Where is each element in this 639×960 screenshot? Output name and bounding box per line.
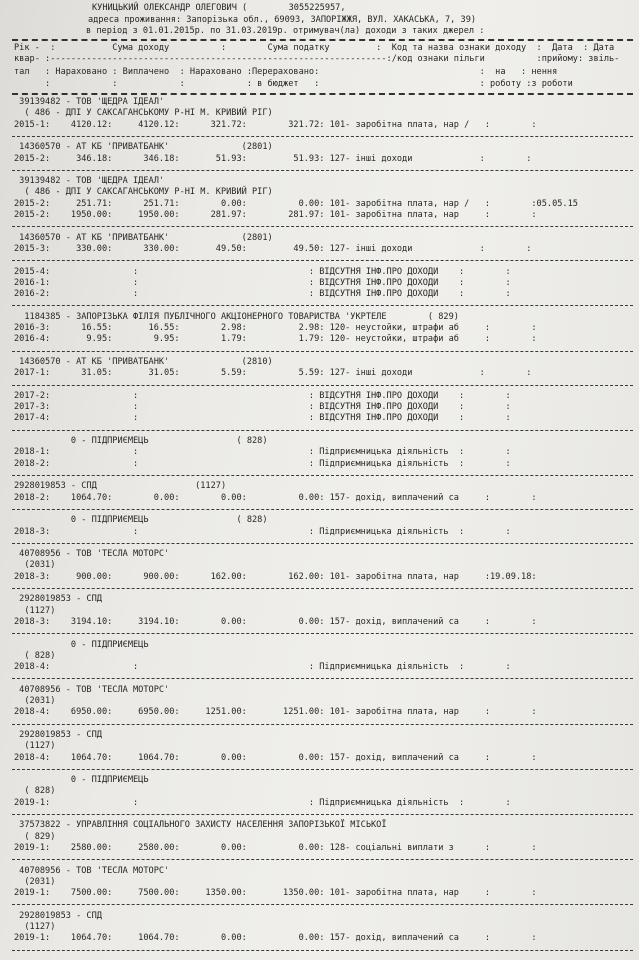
source-line: 2928019853 - СПД	[14, 730, 102, 740]
income-period-row: 2019-1: : : Підприємницька діяльність : :	[14, 798, 511, 808]
row-separator	[12, 588, 633, 589]
row-separator	[12, 859, 633, 860]
income-period-row: 2016-1: : : ВІДСУТНЯ ІНФ.ПРО ДОХОДИ : :	[14, 278, 511, 288]
columns-separator	[12, 93, 633, 95]
row-separator	[12, 305, 633, 306]
income-period-row: 2017-2: : : ВІДСУТНЯ ІНФ.ПРО ДОХОДИ : :	[14, 391, 511, 401]
income-period-row: 2019-1: 2580.00: 2580.00: 0.00: 0.00: 128- соціальні виплати з : :	[14, 843, 537, 853]
taxpayer-line: КУНИЦЬКИЙ ОЛЕКСАНДР ОЛЕГОВИЧ ( 3055225957,	[92, 3, 346, 13]
source-line: ( 828)	[14, 786, 56, 796]
income-period-row: 2019-1: 1064.70: 1064.70: 0.00: 0.00: 157- дохід, виплачений са : :	[14, 933, 537, 943]
period-line: в період з 01.01.2015р. по 31.03.2019р. отримувач(ла) доходи з таких джерел :	[86, 26, 485, 36]
row-separator	[12, 475, 633, 476]
source-line: ( 829)	[14, 832, 56, 842]
income-period-row: 2018-1: : : Підприємницька діяльність : :	[14, 447, 511, 457]
source-line: 39139482 - ТОВ 'ЩЕДРА ІДЕАЛ'	[14, 97, 165, 107]
source-line: 14360570 - АТ КБ 'ПРИВАТБАНК' (2801)	[14, 233, 273, 243]
source-line: (2031)	[14, 560, 56, 570]
source-line: (1127)	[14, 606, 56, 616]
income-period-row: 2018-3: 3194.10: 3194.10: 0.00: 0.00: 157- дохід, виплачений са : :	[14, 617, 537, 627]
source-line: 0 - ПІДПРИЄМЕЦЬ ( 828)	[14, 436, 268, 446]
income-period-row: 2019-1: 7500.00: 7500.00: 1350.00: 1350.00: 101- заробітна плата, нар : :	[14, 888, 537, 898]
income-period-row: 2017-3: : : ВІДСУТНЯ ІНФ.ПРО ДОХОДИ : :	[14, 402, 511, 412]
source-line: 0 - ПІДПРИЄМЕЦЬ	[14, 775, 149, 785]
row-separator	[12, 950, 633, 951]
source-line: (2031)	[14, 696, 56, 706]
income-period-row: 2016-3: 16.55: 16.55: 2.98: 2.98: 120- неустойки, штрафи аб : :	[14, 323, 537, 333]
source-line: ( 828)	[14, 651, 56, 661]
income-period-row: 2015-3: 330.00: 330.00: 49.50: 49.50: 127- інші доходи : :	[14, 244, 532, 254]
row-separator	[12, 260, 633, 261]
source-line: 40708956 - ТОВ 'ТЕСЛА МОТОРС'	[14, 866, 170, 876]
income-period-row: 2015-2: 1950.00: 1950.00: 281.97: 281.97: 101- заробітна плата, нар : :	[14, 210, 537, 220]
header-separator	[12, 39, 633, 41]
income-period-row: 2018-4: : : Підприємницька діяльність : :	[14, 662, 511, 672]
source-line: 2928019853 - СПД	[14, 594, 102, 604]
row-separator	[12, 814, 633, 815]
row-separator	[12, 351, 633, 352]
income-period-row: 2015-4: : : ВІДСУТНЯ ІНФ.ПРО ДОХОДИ : :	[14, 267, 511, 277]
income-period-row: 2016-4: 9.95: 9.95: 1.79: 1.79: 120- неустойки, штрафи аб : :	[14, 334, 537, 344]
column-header-row-3: тал : Нараховано : Виплачено : Нараховано :Перераховано: : на : нення	[14, 67, 558, 77]
source-line: 39139482 - ТОВ 'ЩЕДРА ІДЕАЛ'	[14, 176, 165, 186]
income-period-row: 2015-2: 346.18: 346.18: 51.93: 51.93: 127- інші доходи : :	[14, 154, 532, 164]
source-line: 0 - ПІДПРИЄМЕЦЬ	[14, 640, 149, 650]
source-line: ( 486 - ДПІ У САКСАГАНСЬКОМУ Р-НІ М. КРИВИЙ РІГ)	[14, 108, 273, 118]
income-period-row: 2018-3: 900.00: 900.00: 162.00: 162.00: 101- заробітна плата, нар :19.09.18:	[14, 572, 537, 582]
income-period-row: 2015-2: 251.71: 251.71: 0.00: 0.00: 101- заробітна плата, нар / : :05.05.15	[14, 199, 578, 209]
income-period-row: 2018-4: 1064.70: 1064.70: 0.00: 0.00: 157- дохід, виплачений са : :	[14, 753, 537, 763]
income-period-row: 2018-2: : : Підприємницька діяльність : :	[14, 459, 511, 469]
income-period-row: 2018-4: 6950.00: 6950.00: 1251.00: 1251.00: 101- заробітна плата, нар : :	[14, 707, 537, 717]
row-separator	[12, 678, 633, 679]
source-line: (1127)	[14, 741, 56, 751]
column-header-row-1: Рік - : Сума доходу : Сума податку : Код та назва ознаки доходу : Дата : Дата	[14, 43, 615, 53]
row-separator	[12, 226, 633, 227]
column-header-row-4: : : : : в бюджет : : роботу :з роботи	[14, 79, 573, 89]
row-separator	[12, 769, 633, 770]
column-header-row-2: квар- :-----------------------------------------------------------------:/код ознаки пільги :прийому: звіль-	[14, 54, 620, 64]
income-period-row: 2018-2: 1064.70: 0.00: 0.00: 0.00: 157- дохід, виплачений са : :	[14, 493, 537, 503]
income-period-row: 2017-4: : : ВІДСУТНЯ ІНФ.ПРО ДОХОДИ : :	[14, 413, 511, 423]
income-period-row: 2015-1: 4120.12: 4120.12: 321.72: 321.72: 101- заробітна плата, нар / : :	[14, 120, 537, 130]
source-line: 2928019853 - СПД	[14, 911, 102, 921]
source-line: 37573822 - УПРАВЛІННЯ СОЦІАЛЬНОГО ЗАХИСТУ НАСЕЛЕННЯ ЗАПОРІЗЬКОЇ МІСЬКОЇ	[14, 820, 387, 830]
source-line: 14360570 - АТ КБ 'ПРИВАТБАНК' (2801)	[14, 142, 273, 152]
row-separator	[12, 509, 633, 510]
source-line: 40708956 - ТОВ 'ТЕСЛА МОТОРС'	[14, 685, 170, 695]
source-line: (1127)	[14, 922, 56, 932]
source-line: 14360570 - АТ КБ 'ПРИВАТБАНК' (2810)	[14, 357, 273, 367]
source-line: (2031)	[14, 877, 56, 887]
source-line: 40708956 - ТОВ 'ТЕСЛА МОТОРС'	[14, 549, 170, 559]
row-separator	[12, 633, 633, 634]
source-line: 2928019853 - СПД (1127)	[14, 481, 227, 491]
source-line: 1184385 - ЗАПОРІЗЬКА ФІЛІЯ ПУБЛІЧНОГО АКЦІОНЕРНОГО ТОВАРИСТВА 'УКРТЕЛЕ ( 829)	[14, 312, 459, 322]
address-line: адреса проживання: Запорізька обл., 69093, ЗАПОРІЖЖЯ, ВУЛ. ХАКАСЬКА, 7, 39)	[88, 15, 477, 25]
income-period-row: 2018-3: : : Підприємницька діяльність : :	[14, 527, 511, 537]
source-line: 0 - ПІДПРИЄМЕЦЬ ( 828)	[14, 515, 268, 525]
income-period-row: 2017-1: 31.05: 31.05: 5.59: 5.59: 127- інші доходи : :	[14, 368, 532, 378]
income-period-row: 2016-2: : : ВІДСУТНЯ ІНФ.ПРО ДОХОДИ : :	[14, 289, 511, 299]
source-line: ( 486 - ДПІ У САКСАГАНСЬКОМУ Р-НІ М. КРИВИЙ РІГ)	[14, 187, 273, 197]
row-separator	[12, 430, 633, 431]
row-separator	[12, 136, 633, 137]
row-separator	[12, 170, 633, 171]
row-separator	[12, 385, 633, 386]
row-separator	[12, 543, 633, 544]
row-separator	[12, 904, 633, 905]
row-separator	[12, 724, 633, 725]
